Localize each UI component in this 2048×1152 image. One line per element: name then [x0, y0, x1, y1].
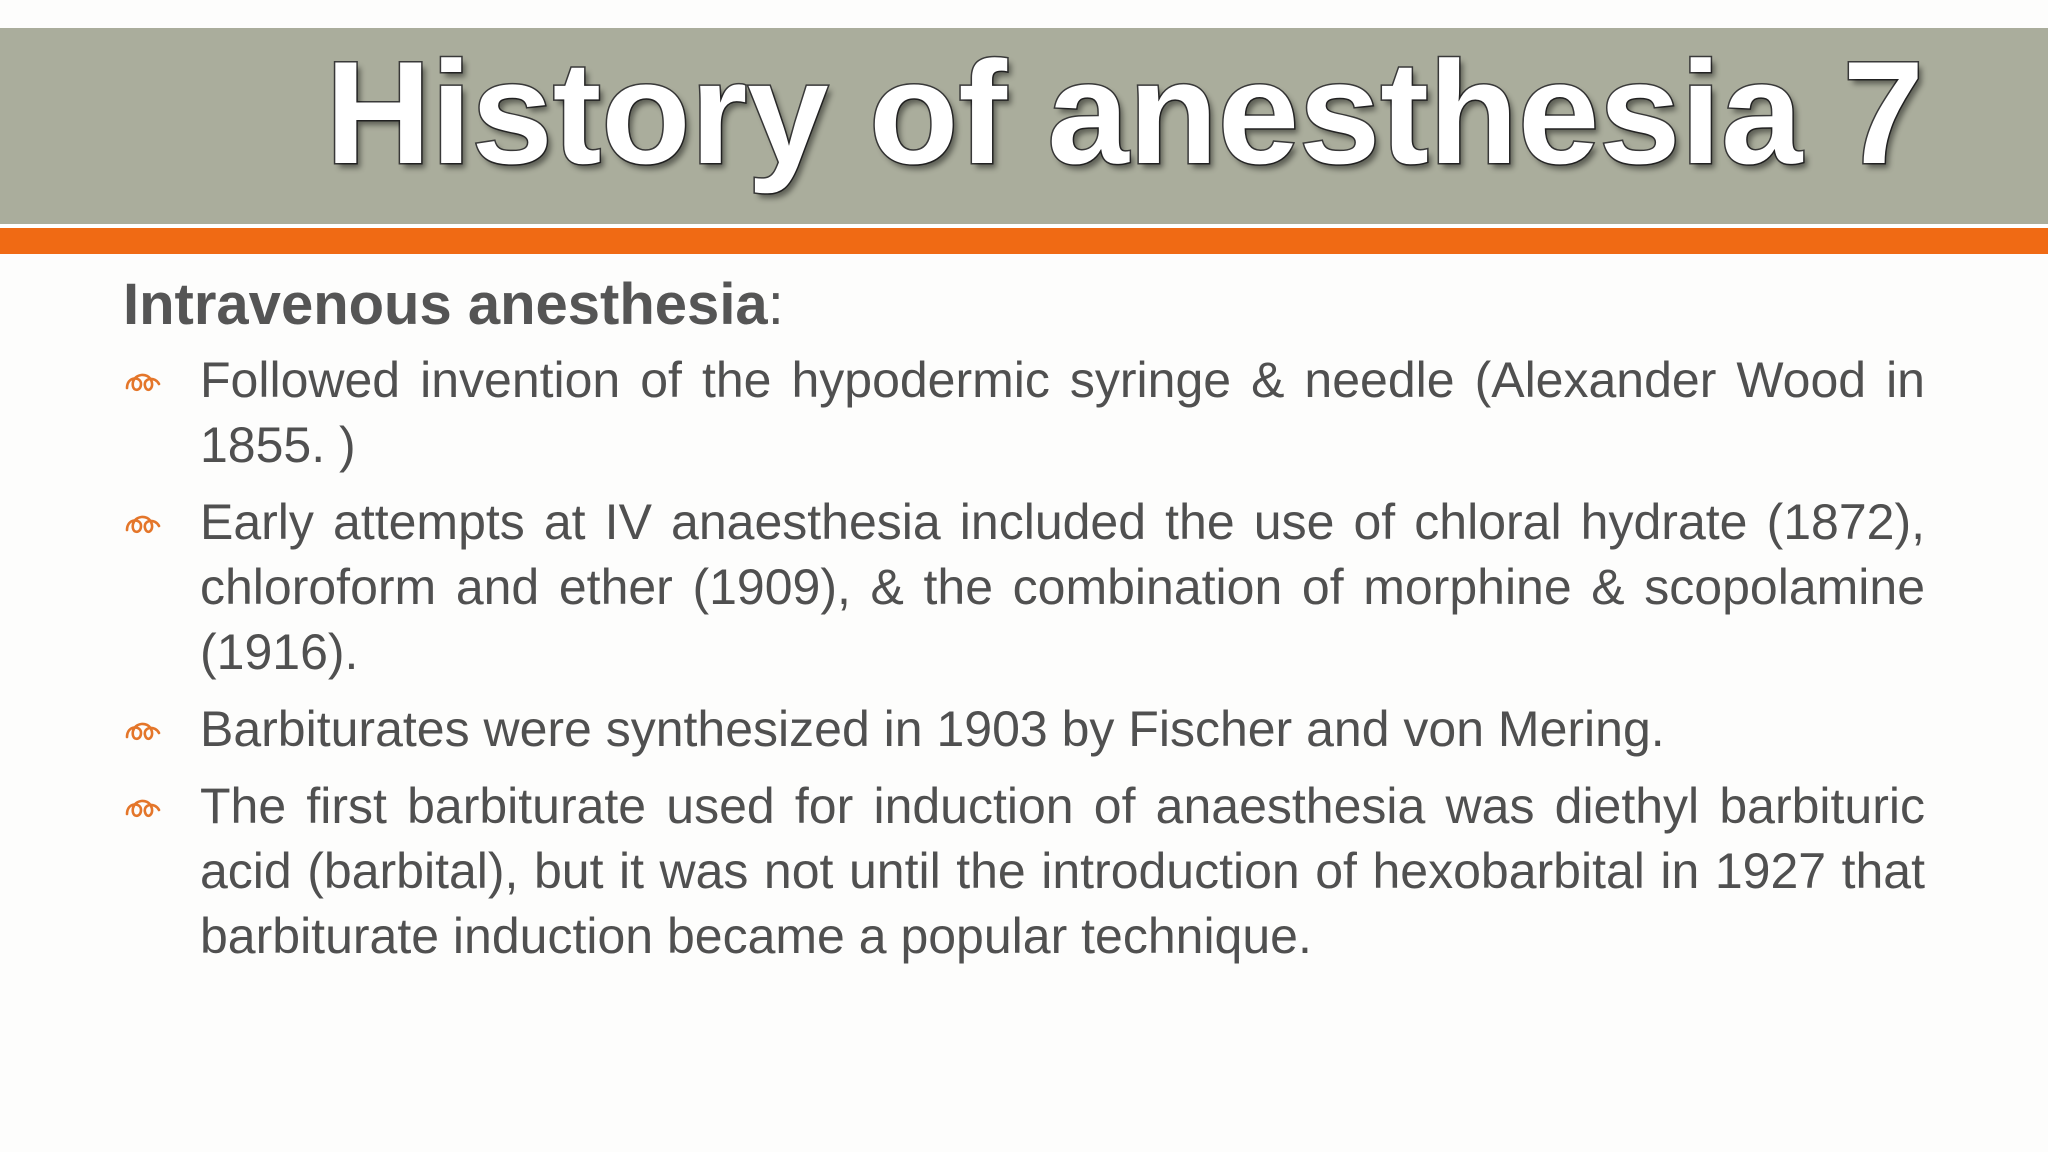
swirl-bullet-icon: [123, 794, 163, 822]
slide-content: [123, 270, 1925, 981]
section-heading-text: Intravenous anesthesia: [123, 272, 768, 337]
bullet-text: Followed invention of the hypodermic syringe & needle (Alexander Wood in 1855. ): [200, 352, 1925, 473]
bullet-text: The first barbiturate used for induction of anaesthesia was diethyl barbituric acid (barbital), but it was not until the introduction of hexobarbital in 1927 that barbiturate induction became a popular technique.: [200, 778, 1925, 964]
slide-title: History of anesthesia 7: [325, 31, 1924, 194]
bullet-item: [123, 348, 1925, 478]
bullet-item: [123, 774, 1925, 969]
title-divider-accent: [0, 228, 2048, 254]
bullet-text: Barbiturates were synthesized in 1903 by Fischer and von Mering.: [200, 701, 1665, 757]
bullet-list: [123, 348, 1925, 969]
bullet-text: Early attempts at IV anaesthesia included the use of chloral hydrate (1872), chloroform and ether (1909), & the combination of morphine & scopolamine (1916).: [200, 494, 1925, 680]
section-heading-colon: :: [767, 272, 784, 337]
bullet-item: [123, 697, 1925, 762]
bullet-item: [123, 490, 1925, 685]
swirl-bullet-icon: [123, 717, 163, 745]
swirl-bullet-icon: [123, 510, 163, 538]
section-heading: [123, 270, 1925, 340]
swirl-bullet-icon: [123, 368, 163, 396]
